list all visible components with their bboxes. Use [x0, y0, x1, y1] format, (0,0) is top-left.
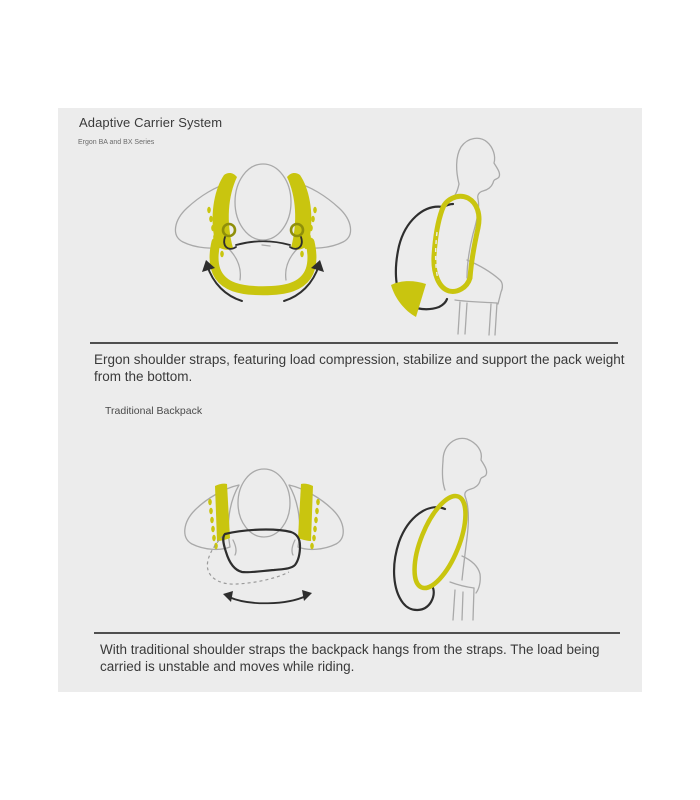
divider — [90, 342, 618, 344]
divider — [94, 632, 620, 634]
backpack-outline — [394, 507, 445, 610]
rider-head — [235, 164, 291, 240]
page-title: Adaptive Carrier System — [79, 115, 223, 130]
swing-arrow-icon — [223, 590, 312, 603]
content-panel — [58, 108, 642, 692]
traditional-caption: With traditional shoulder straps the backpack hangs from the straps. The load being carried is unstable and moves while riding. — [100, 642, 600, 674]
rider-head — [238, 469, 290, 537]
traditional-strap-loop — [404, 489, 476, 594]
traditional-side-view-illustration — [388, 432, 560, 622]
page-subtitle: Ergon BA and BX Series — [78, 139, 155, 146]
bottom-support-wedge — [391, 281, 426, 317]
ergon-side-view-illustration — [385, 132, 560, 337]
ergon-front-view-illustration — [162, 160, 362, 340]
ergon-strap-loop — [434, 196, 479, 291]
traditional-backpack-label: Traditional Backpack — [105, 405, 203, 417]
ergon-caption: Ergon shoulder straps, featuring load compression, stabilize and support the pack weight from the bottom. — [94, 352, 625, 384]
traditional-front-view-illustration — [175, 450, 365, 620]
